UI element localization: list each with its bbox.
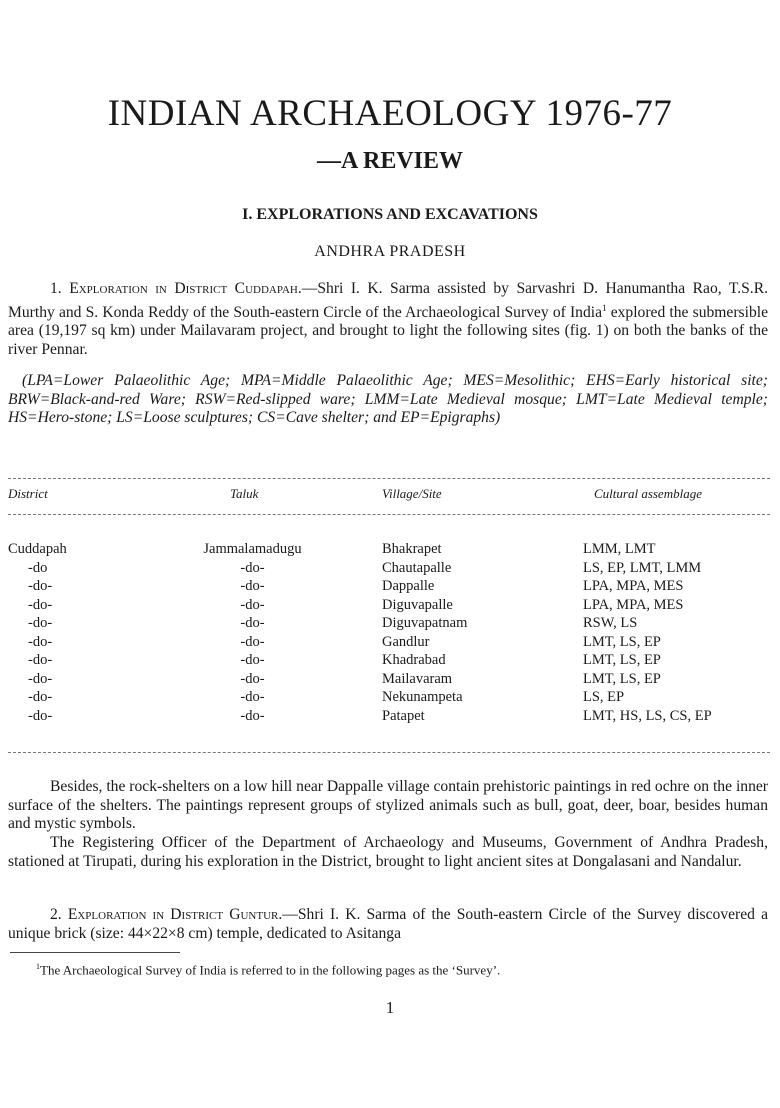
table-row [0, 541, 780, 559]
footnote-mark: 1 [36, 962, 40, 971]
paragraph-text-2: explored the submersible area (19,197 sq km) under Mailavaram project, and brought to light the following sites (fig. 1) on both the banks of the river Pennar. [8, 303, 768, 358]
cell-district: -do [28, 559, 48, 576]
cell-cultural: LMT, LS, EP [583, 633, 661, 650]
paragraph-heading: Exploration in District Cuddapah. [69, 280, 302, 297]
table-row [0, 652, 780, 670]
table-row [0, 597, 780, 615]
cell-taluk: -do- [240, 652, 265, 668]
cell-district: -do- [28, 578, 53, 594]
table-header-district: District [8, 486, 48, 501]
cell-cultural: LMM, LMT [583, 541, 656, 557]
footnote-mark: 1 [602, 302, 607, 313]
section-heading: I. EXPLORATIONS AND EXCAVATIONS [242, 206, 538, 223]
paragraph-text: —Shri I. K. Sarma of the South-eastern Circle of the Survey discovered a unique brick (size: 44×22×8 cm) temple, dedicated to Asitanga [8, 906, 768, 942]
cell-taluk: -do- [240, 707, 265, 724]
cell-village: Khadrabad [382, 652, 446, 668]
table-row [0, 708, 780, 726]
cell-cultural: LS, EP, LMT, LMM [583, 559, 702, 576]
cell-district: -do- [28, 633, 53, 650]
cell-village: Diguvapatnam [382, 615, 468, 631]
footnote-text: The Archaeological Survey of India is referred to in the following pages as the ‘Survey’. [40, 962, 501, 978]
footnote [36, 962, 500, 978]
table-header-village: Village/Site [382, 486, 442, 501]
cell-taluk: -do- [240, 596, 265, 613]
cell-taluk: -do- [240, 689, 265, 705]
table-row [0, 615, 780, 633]
cell-cultural: LS, EP [583, 689, 625, 705]
cell-village: Dappalle [382, 578, 435, 594]
cell-cultural: LMT, HS, LS, CS, EP [583, 707, 712, 724]
cell-cultural: RSW, LS [583, 615, 638, 631]
cell-village: Nekunampeta [382, 689, 463, 705]
cell-district: -do- [28, 689, 53, 705]
table-row [0, 578, 780, 596]
table-header-cultural: Cultural assemblage [594, 486, 702, 501]
page-subtitle: —A REVIEW [316, 148, 464, 174]
cell-village: Gandlur [382, 633, 430, 650]
table-row [0, 634, 780, 652]
cell-district: -do- [28, 615, 53, 631]
paragraph-registering-officer: The Registering Officer of the Department of Archaeology and Museums, Government of Andhra Pradesh, stationed at Tirupati, during his exploration in the District, brought to light ancient sites at Dongalasani and Nandalur. [8, 834, 768, 870]
cell-cultural: LPA, MPA, MES [583, 578, 684, 594]
abbreviation-legend: (LPA=Lower Palaeolithic Age; MPA=Middle Palaeolithic Age; MES=Mesolithic; EHS=Early historical site; BRW=Black-and-red Ware; RSW=Red-slipped ware; LMM=Late Medieval mosque; LMT=Late Medieval temple; HS=Hero-stone; LS=Loose sculptures; CS=Cave shelter; and EP=Epigraphs) [8, 372, 768, 427]
cell-cultural: LMT, LS, EP [583, 652, 661, 668]
cell-district: -do- [28, 652, 53, 668]
state-heading: ANDHRA PRADESH [314, 243, 466, 260]
cell-district: -do- [28, 707, 53, 724]
page-number: 1 [385, 998, 395, 1017]
table-row [0, 689, 780, 707]
cell-taluk: -do- [240, 578, 265, 594]
table-top-rule [8, 478, 770, 479]
paragraph-number: 2. [50, 906, 62, 923]
paragraph-text: —Shri I. K. Sarma assisted by Sarvashri D. Hanumantha Rao, T.S.R. Murthy and S. Konda Reddy of the South-eastern Circle of the Archaeological Survey of India [8, 280, 768, 321]
table-header-rule [8, 514, 770, 515]
cell-district: -do- [28, 596, 53, 613]
cell-village: Patapet [382, 707, 425, 724]
table-header-taluk: Taluk [230, 486, 259, 501]
page-title: INDIAN ARCHAEOLOGY 1976-77 [107, 93, 673, 134]
cell-village: Chautapalle [382, 559, 452, 576]
table-row [0, 560, 780, 578]
table-row [0, 671, 780, 689]
cell-taluk: -do- [240, 559, 265, 576]
paragraph-besides: Besides, the rock-shelters on a low hill near Dappalle village contain prehistoric paintings in red ochre on the inner surface of the shelters. The paintings represent groups of stylized animals such as bull, goat, deer, boar, besides human and mystic symbols. [8, 778, 768, 833]
cell-taluk: -do- [240, 670, 265, 687]
paragraph-number: 1. [50, 280, 62, 297]
cell-village: Diguvapalle [382, 596, 453, 613]
paragraph-cuddapah [8, 280, 768, 360]
paragraph-heading: Exploration in District Guntur. [67, 906, 283, 923]
cell-taluk: Jammalamadugu [203, 541, 302, 557]
cell-village: Mailavaram [382, 670, 453, 687]
cell-district: Cuddapah [8, 541, 67, 557]
cell-district: -do- [28, 670, 53, 687]
cell-village: Bhakrapet [382, 541, 442, 557]
cell-cultural: LPA, MPA, MES [583, 596, 684, 613]
cell-taluk: -do- [240, 615, 265, 631]
cell-taluk: -do- [240, 633, 265, 650]
footnote-rule [10, 952, 180, 953]
paragraph-guntur [8, 906, 768, 943]
table-bottom-rule [8, 752, 770, 753]
cell-cultural: LMT, LS, EP [583, 670, 661, 687]
